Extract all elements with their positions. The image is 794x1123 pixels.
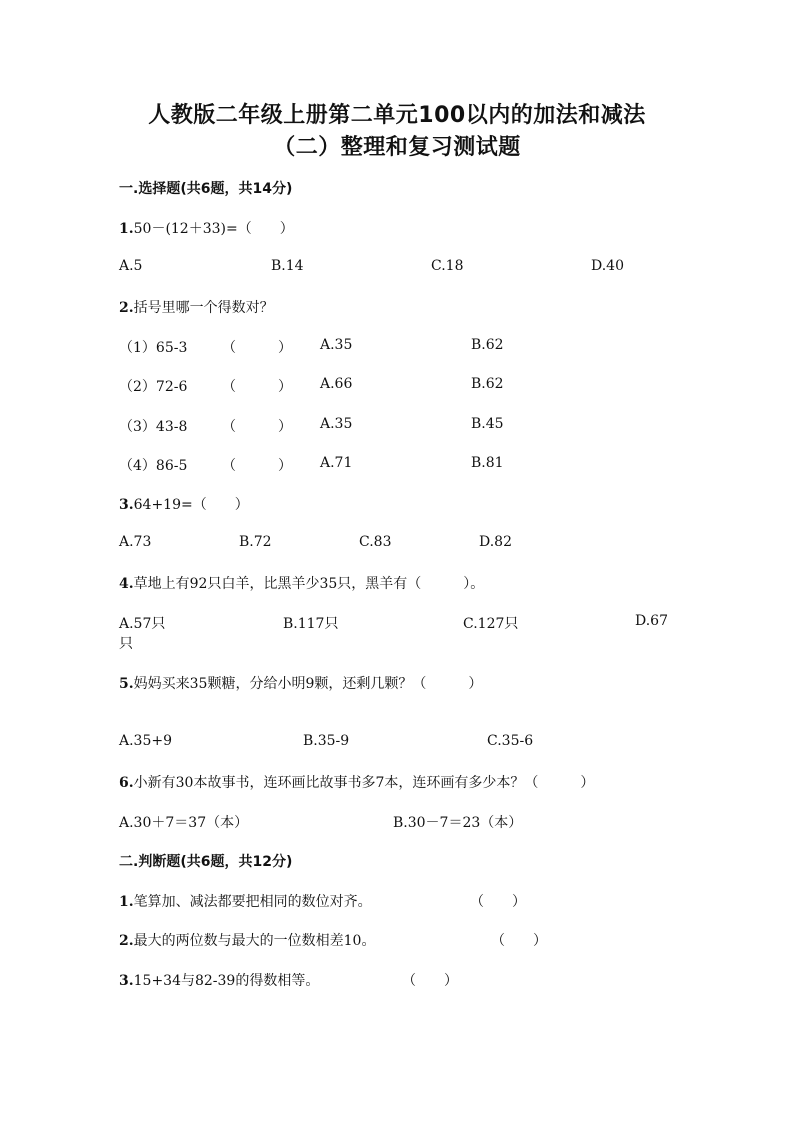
q3-option-b: B.72 (239, 534, 272, 550)
page-title-line1: 人教版二年级上册第二单元100以内的加法和减法 (148, 103, 646, 128)
question-text: 妈妈买来35颗糖，分给小明9颗，还剩几颗？（ ） (133, 676, 483, 692)
question-3 (119, 494, 249, 514)
q2-row3-item: （3）43-8 (119, 419, 188, 435)
q4-option-d: D.67 (635, 613, 668, 629)
q3-option-c: C.83 (359, 534, 392, 550)
question-number: 6. (119, 775, 134, 791)
q5-option-a: A.35+9 (119, 733, 173, 749)
q1-option-c: C.18 (431, 258, 464, 274)
q2-row4-option-a: A.71 (320, 455, 353, 471)
q2-row4-blank: （ ） (222, 458, 292, 474)
judge-question-1 (119, 891, 372, 911)
q2-row1-blank: （ ） (222, 340, 292, 356)
q2-row1-item: （1）65-3 (119, 340, 188, 356)
q4-option-a: A.57只 (119, 616, 166, 632)
question-text: 括号里哪一个得数对？ (133, 300, 274, 316)
question-6 (119, 772, 594, 792)
q2-row3-option-b: B.45 (471, 416, 504, 432)
question-number: 4. (119, 576, 134, 592)
question-number: 1. (119, 894, 134, 910)
q4-option-b: B.117只 (283, 616, 339, 632)
q1-option-a: A.5 (119, 258, 143, 274)
question-text: 笔算加、减法都要把相同的数位对齐。 (133, 894, 372, 910)
q2-row1-option-b: B.62 (471, 337, 504, 353)
question-number: 3. (119, 497, 134, 513)
q2-row2-option-b: B.62 (471, 376, 504, 392)
judge-question-2 (119, 930, 375, 950)
question-text: 64+19=（ ） (133, 497, 249, 513)
question-number: 2. (119, 300, 134, 316)
question-1 (119, 218, 294, 238)
q2-row2-item: （2）72-6 (119, 379, 188, 395)
question-text: 小新有30本故事书，连环画比故事书多7本，连环画有多少本？（ ） (133, 775, 595, 791)
question-text: 最大的两位数与最大的一位数相差10。 (133, 933, 376, 949)
q2-row4-option-b: B.81 (471, 455, 504, 471)
q2-row2-blank: （ ） (222, 379, 292, 395)
page-title-line2: （二）整理和复习测试题 (273, 135, 521, 160)
question-number: 1. (119, 221, 134, 237)
question-number: 3. (119, 973, 134, 989)
section2-heading: 二.判断题(共6题，共12分) (119, 854, 293, 870)
q4-option-d-wrap: 只 (119, 636, 133, 652)
q4-option-c: C.127只 (463, 616, 519, 632)
question-text: 50－(12＋33)=（ ） (133, 221, 294, 237)
q2-row4-item: （4）86-5 (119, 458, 188, 474)
question-text: 草地上有92只白羊，比黑羊少35只，黑羊有（ ）。 (133, 576, 485, 592)
judge-question-3 (119, 970, 319, 990)
q1-option-b: B.14 (271, 258, 304, 274)
q6-option-a: A.30＋7＝37（本） (119, 815, 249, 831)
q2-row2-option-a: A.66 (320, 376, 353, 392)
q5-option-c: C.35-6 (487, 733, 534, 749)
judge-3-blank: （ ） (402, 973, 458, 989)
q6-option-b: B.30－7＝23（本） (393, 815, 523, 831)
q2-row3-option-a: A.35 (320, 416, 353, 432)
q2-row1-option-a: A.35 (320, 337, 353, 353)
q3-option-d: D.82 (479, 534, 512, 550)
question-text: 15+34与82-39的得数相等。 (133, 973, 320, 989)
question-5 (119, 673, 482, 693)
judge-2-blank: （ ） (491, 933, 547, 949)
q2-row3-blank: （ ） (222, 419, 292, 435)
q3-option-a: A.73 (119, 534, 152, 550)
question-2 (119, 297, 274, 317)
judge-1-blank: （ ） (470, 894, 526, 910)
section1-heading: 一.选择题(共6题，共14分) (119, 181, 293, 197)
question-number: 5. (119, 676, 134, 692)
q1-option-d: D.40 (591, 258, 624, 274)
question-4 (119, 573, 484, 593)
question-number: 2. (119, 933, 134, 949)
q5-option-b: B.35-9 (303, 733, 350, 749)
